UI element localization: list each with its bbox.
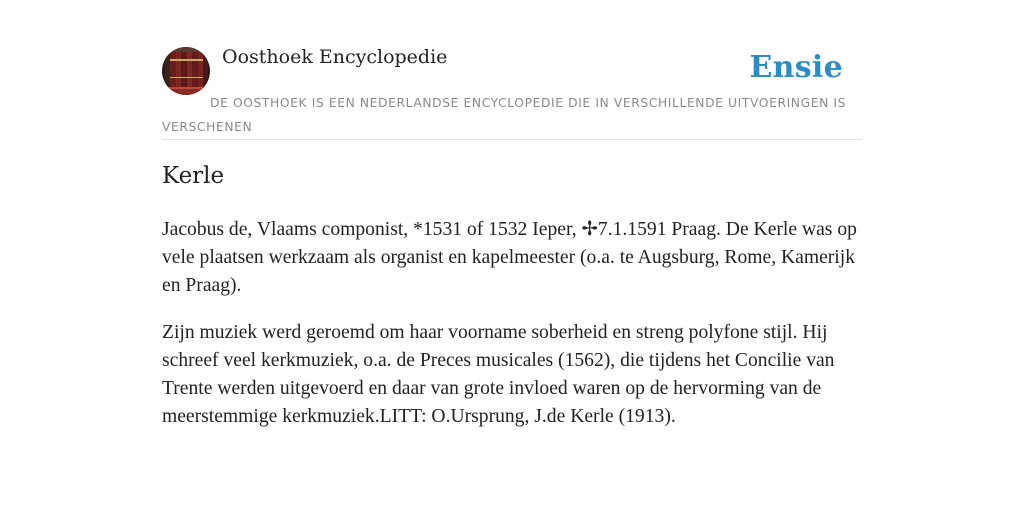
header-divider [162,139,862,140]
encyclopedia-books-icon[interactable] [162,47,210,95]
site-title[interactable]: Oosthoek Encyclopedie [222,46,448,68]
site-subtitle: DE OOSTHOEK IS EEN NEDERLANDSE ENCYCLOPEDIE DIE IN VERSCHILLENDE UITVOERINGEN IS VERSCHENEN [162,96,847,134]
brand-logo[interactable]: Ensie [749,50,843,85]
article-title: Kerle [162,163,225,189]
article-paragraph: Zijn muziek werd geroemd om haar voorname soberheid en streng polyfone stijl. Hij schreef veel kerkmuziek, o.a. de Preces musicales (1562), die tijdens het Concilie van Trente werden uitgevoerd en daar van grote invloed waren op de hervorming van de meerstemmige kerkmuziek.LITT: O.Ursprung, J.de Kerle (1913). [162,322,835,427]
article-paragraph: Jacobus de, Vlaams componist, *1531 of 1532 Ieper, ✢7.1.1591 Praag. De Kerle was op vele plaatsen werkzaam als organist en kapelmeester (o.a. te Augsburg, Rome, Kamerijk en Praag). [162,219,857,296]
article-body [162,216,862,450]
